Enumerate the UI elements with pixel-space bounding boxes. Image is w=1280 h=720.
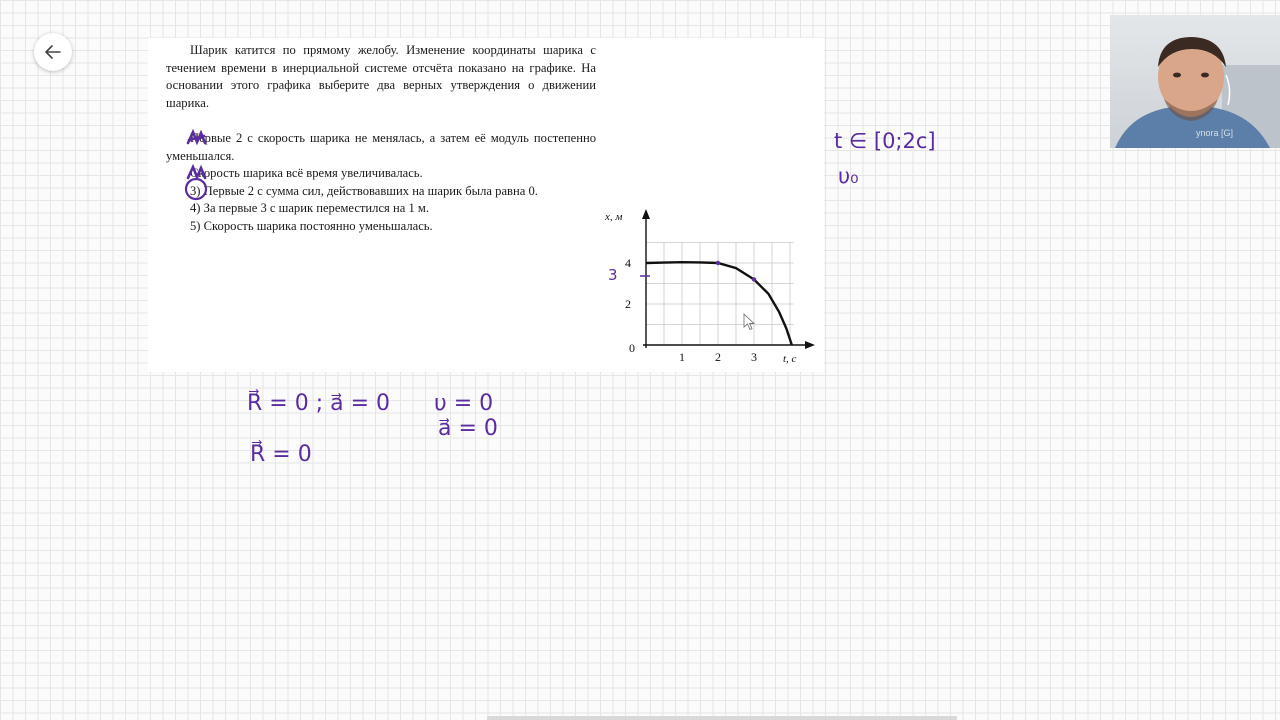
equation-3: a⃗ = 0 [438,416,498,441]
x-tick-label-1: 1 [679,350,685,364]
handwritten-axis-3: 3 [608,266,618,284]
note-v0: υ₀ [838,164,859,188]
ink-scribble-option-2 [188,167,205,178]
x-tick-label-2: 2 [715,350,721,364]
problem-statement: Шарик катится по прямому желобу. Изменение координаты шарика с течением времени в инерциальной системе отсчёта показано на графике. На основании этого графика выберите два верных утверждения о движении шарика. [166,43,596,110]
y-axis-label: x, м [605,211,623,223]
equation-1: R⃗ = 0 ; a⃗ = 0 [247,391,390,416]
presenter-video-frame [1110,15,1280,148]
ink-scribble-option-1 [188,132,205,143]
y-tick-label-4: 4 [625,256,631,270]
option-5: 5) Скорость шарика постоянно уменьшалась. [190,218,433,233]
note-interval: t ∈ [0;2c] [834,129,936,153]
option-3: 3) Первые 2 с сумма сил, действовавших на шарик была равна 0. [190,183,538,198]
ink-circle-option-3 [186,179,206,199]
equation-4: R⃗ = 0 [250,442,312,467]
origin-label: 0 [629,341,635,355]
option-1: Первые 2 с скорость шарика не менялась, а затем её модуль постепенно уменьшался. [166,131,596,163]
x-axis-label: t, с [783,353,797,365]
equation-2: υ = 0 [434,391,494,416]
webcam-video [1110,15,1280,148]
y-tick-label-2: 2 [625,297,631,311]
x-tick-label-3: 3 [751,350,757,364]
webcam-overlay-text: ynora [G] [1196,128,1234,138]
option-2: Скорость шарика всё время увеличивалась. [190,166,423,181]
bottom-scrollbar[interactable] [487,716,957,720]
option-4: 4) За первые 3 с шарик переместился на 1 м. [190,201,430,216]
